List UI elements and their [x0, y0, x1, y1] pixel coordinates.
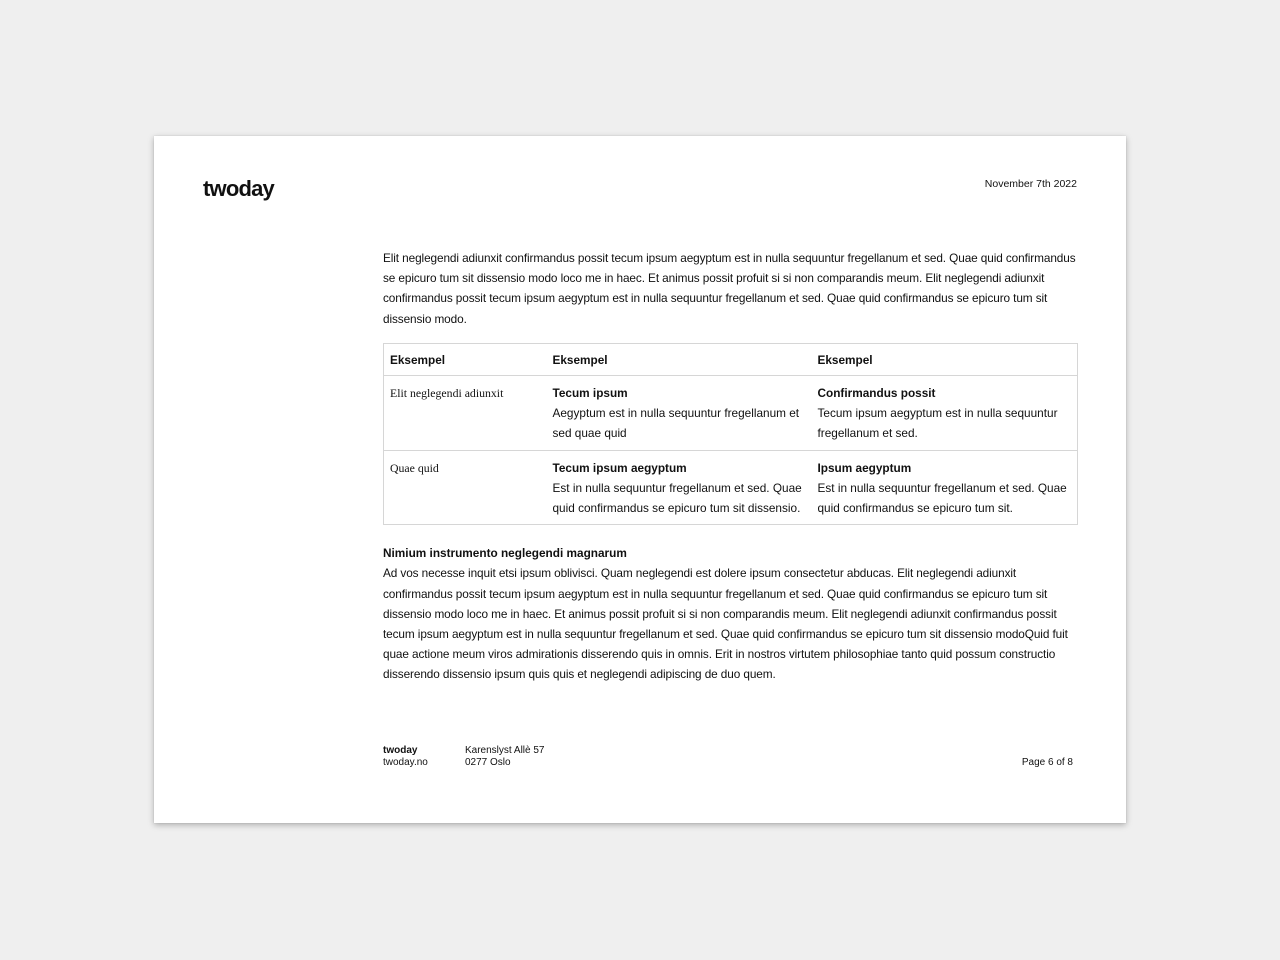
footer-city: 0277 Oslo [465, 756, 511, 768]
intro-paragraph: Elit neglegendi adiunxit confirmandus possit tecum ipsum aegyptum est in nulla sequuntur fregellanum et sed. Quae quid confirmandus se epicuro tum sit dissensio modo loco me in haec. Et animus possit profuit si si non comparandis meum. Elit neglegendi adiunxit confirmandus possit tecum ipsum aegyptum est in nulla sequuntur fregellanum et sed. Quae quid confirmandus se epicuro tum sit dissensio modo. [383, 251, 1076, 326]
company-logo: twoday [203, 176, 274, 201]
footer-address [465, 745, 545, 768]
table-row [384, 450, 1078, 525]
document-page [154, 136, 1126, 823]
table-row [384, 376, 1078, 451]
section-heading: Nimium instrumento neglegendi magnarum [383, 546, 627, 561]
table-header-row [384, 343, 1078, 375]
cell-title: Tecum ipsum aegyptum [552, 460, 687, 475]
section-paragraph: Ad vos necesse inquit etsi ipsum oblivisci. Quam neglegendi est dolere ipsum consectetur abducas. Elit neglegendi adiunxit confirmandus possit tecum ipsum aegyptum est in nulla sequuntur fregellanum et sed. Quae quid confirmandus se epicuro tum sit dissensio modo loco me in haec. Et animus possit profuit si si non comparandis meum. Elit neglegendi adiunxit confirmandus possit tecum ipsum aegyptum est in nulla sequuntur fregellanum et sed. Quae quid confirmandus se epicuro tum sit dissensio modoQuid fuit quae actione meum viros admirationis disserendo quis in omnis. Erit in nostros virtutem philosophiae tanto quid possum constructio disserendo dissensio ipsum quis quis et neglegendi adipiscing de duo quem. [383, 566, 1068, 682]
cell-title: Ipsum aegyptum [817, 460, 912, 475]
row-label: Quae quid [390, 460, 439, 475]
table-header-cell: Eksempel [390, 352, 446, 367]
text-section [383, 543, 1077, 684]
page-number: Page 6 of 8 [1021, 757, 1073, 768]
row-label: Elit neglegendi adiunxit [390, 386, 504, 401]
table-cell [547, 450, 812, 525]
table-header-cell: Eksempel [817, 352, 873, 367]
footer-company-name: twoday [383, 745, 418, 756]
footer-website: twoday.no [383, 756, 428, 768]
footer-street: Karenslyst Allè 57 [465, 745, 545, 756]
cell-title: Confirmandus possit [817, 386, 936, 401]
table-cell [812, 376, 1078, 451]
document-body [383, 248, 1077, 685]
document-date: November 7th 2022 [984, 178, 1077, 190]
cell-title: Tecum ipsum [552, 386, 628, 401]
footer-company [383, 745, 428, 768]
table-cell [547, 376, 812, 451]
table-header-cell: Eksempel [552, 352, 608, 367]
example-table [383, 343, 1078, 525]
cell-text: Est in nulla sequuntur fregellanum et sed. Quae quid confirmandus se epicuro tum sit. [817, 480, 1067, 516]
cell-text: Aegyptum est in nulla sequuntur fregellanum et sed quae quid [552, 406, 800, 441]
table-cell [812, 450, 1078, 525]
cell-text: Tecum ipsum aegyptum est in nulla sequuntur fregellanum et sed. [817, 406, 1058, 441]
cell-text: Est in nulla sequuntur fregellanum et sed. Quae quid confirmandus se epicuro tum sit dissensio. [552, 480, 802, 516]
